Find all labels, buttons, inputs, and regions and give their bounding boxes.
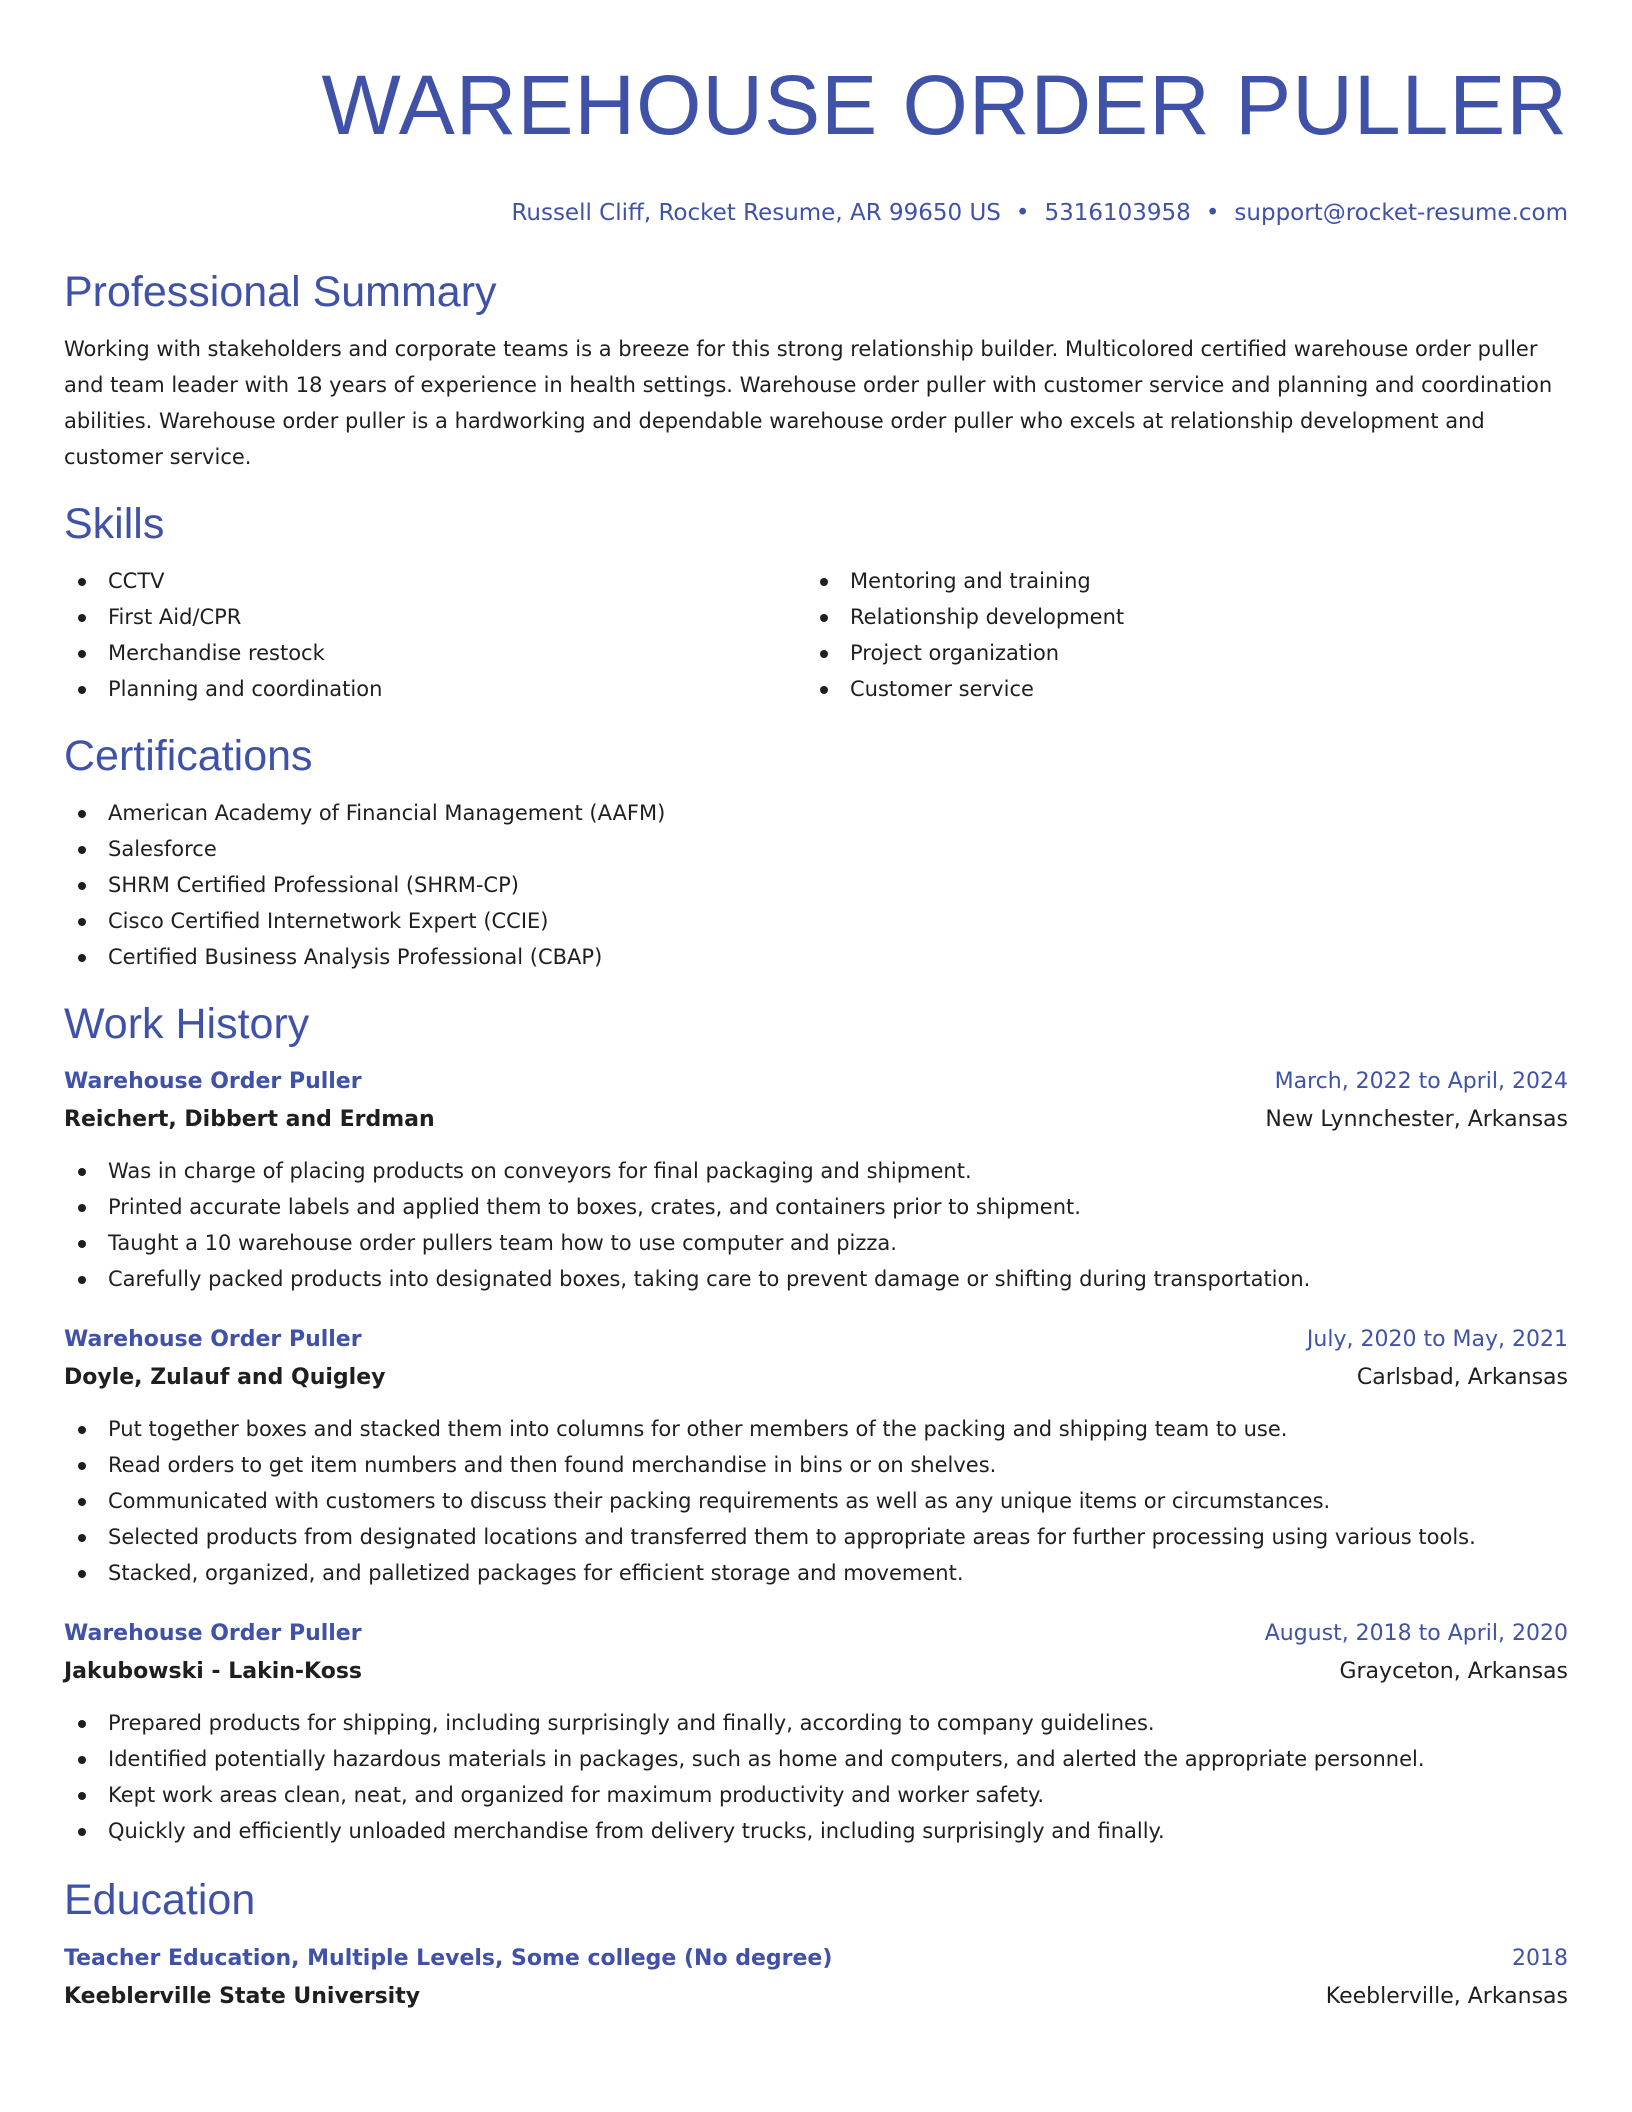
education-entry <box>64 1940 1568 2016</box>
job-duty: Communicated with customers to discuss their packing requirements as well as any unique items or circumstances. <box>64 1483 1568 1519</box>
job-location: Grayceton, Arkansas <box>1339 1659 1568 1684</box>
skill-item: First Aid/CPR <box>64 599 806 635</box>
job-duties <box>64 1153 1568 1297</box>
contact-address: Russell Cliff, Rocket Resume, AR 99650 US <box>511 200 1001 226</box>
job-title: Warehouse Order Puller <box>64 1069 362 1094</box>
job-title: Warehouse Order Puller <box>64 1621 362 1646</box>
contact-separator: • <box>1205 200 1220 226</box>
contact-phone: 5316103958 <box>1044 200 1191 226</box>
certifications-heading: Certifications <box>64 732 313 780</box>
education-location: Keeblerville, Arkansas <box>1325 1984 1568 2009</box>
contact-separator: • <box>1015 200 1030 226</box>
job-duties <box>64 1411 1568 1591</box>
job-location: New Lynnchester, Arkansas <box>1265 1107 1568 1132</box>
skills-columns <box>64 563 1568 707</box>
job-duty: Stacked, organized, and palletized packages for efficient storage and movement. <box>64 1555 1568 1591</box>
job-dates: March, 2022 to April, 2024 <box>1274 1069 1568 1094</box>
education-heading: Education <box>64 1876 256 1924</box>
skill-item: Project organization <box>806 635 1548 671</box>
job-dates: July, 2020 to May, 2021 <box>1306 1327 1568 1352</box>
certification-item: SHRM Certified Professional (SHRM-CP) <box>64 867 1568 903</box>
job-duty: Prepared products for shipping, including surprisingly and finally, according to company guidelines. <box>64 1705 1568 1741</box>
education-year: 2018 <box>1512 1946 1568 1971</box>
job-duty: Taught a 10 warehouse order pullers team how to use computer and pizza. <box>64 1225 1568 1261</box>
contact-email[interactable]: support@rocket-resume.com <box>1234 200 1568 226</box>
certification-item: Cisco Certified Internetwork Expert (CCIE) <box>64 903 1568 939</box>
summary-text: Working with stakeholders and corporate teams is a breeze for this strong relationship builder. Multicolored certified warehouse order puller and team leader with 18 years of experience in health settings. Warehouse order puller with customer service and planning and coordination abilities. Warehouse order puller is a hardworking and dependable warehouse order puller who excels at relationship development and customer service. <box>64 337 1553 469</box>
job-entry <box>64 1063 1568 1297</box>
job-location: Carlsbad, Arkansas <box>1356 1365 1568 1390</box>
summary-heading: Professional Summary <box>64 268 497 316</box>
work-history-heading: Work History <box>64 1000 310 1048</box>
skill-item: Merchandise restock <box>64 635 806 671</box>
job-duty: Selected products from designated locations and transferred them to appropriate areas for further processing using various tools. <box>64 1519 1568 1555</box>
skills-list-right <box>806 563 1548 707</box>
certification-item: Salesforce <box>64 831 1568 867</box>
skill-item: Relationship development <box>806 599 1548 635</box>
education-school: Keeblerville State University <box>64 1984 421 2009</box>
certification-item: American Academy of Financial Management (AAFM) <box>64 795 1568 831</box>
candidate-name: WAREHOUSE ORDER PULLER <box>321 58 1568 152</box>
job-employer: Jakubowski - Lakin-Koss <box>64 1659 363 1684</box>
job-duty: Quickly and efficiently unloaded merchandise from delivery trucks, including surprisingly and finally. <box>64 1813 1568 1849</box>
skills-heading: Skills <box>64 500 165 548</box>
job-entry <box>64 1615 1568 1849</box>
job-duty: Printed accurate labels and applied them to boxes, crates, and containers prior to shipment. <box>64 1189 1568 1225</box>
job-duty: Was in charge of placing products on conveyors for final packaging and shipment. <box>64 1153 1568 1189</box>
skill-item: Mentoring and training <box>806 563 1548 599</box>
resume-page <box>64 0 1568 2016</box>
skills-list-left <box>64 563 806 707</box>
job-duty: Kept work areas clean, neat, and organized for maximum productivity and worker safety. <box>64 1777 1568 1813</box>
education-degree: Teacher Education, Multiple Levels, Some college (No degree) <box>64 1946 833 1971</box>
job-title: Warehouse Order Puller <box>64 1327 362 1352</box>
certification-item: Certified Business Analysis Professional (CBAP) <box>64 939 1568 975</box>
job-entry <box>64 1321 1568 1591</box>
job-dates: August, 2018 to April, 2020 <box>1264 1621 1568 1646</box>
job-employer: Doyle, Zulauf and Quigley <box>64 1365 386 1390</box>
job-employer: Reichert, Dibbert and Erdman <box>64 1107 435 1132</box>
skill-item: CCTV <box>64 563 806 599</box>
job-duties <box>64 1705 1568 1849</box>
certifications-list <box>64 795 1568 975</box>
job-duty: Identified potentially hazardous materials in packages, such as home and computers, and alerted the appropriate personnel. <box>64 1741 1568 1777</box>
skill-item: Customer service <box>806 671 1548 707</box>
job-duty: Read orders to get item numbers and then found merchandise in bins or on shelves. <box>64 1447 1568 1483</box>
job-duty: Put together boxes and stacked them into columns for other members of the packing and shipping team to use. <box>64 1411 1568 1447</box>
contact-line <box>64 198 1568 228</box>
job-duty: Carefully packed products into designated boxes, taking care to prevent damage or shifting during transportation. <box>64 1261 1568 1297</box>
skill-item: Planning and coordination <box>64 671 806 707</box>
